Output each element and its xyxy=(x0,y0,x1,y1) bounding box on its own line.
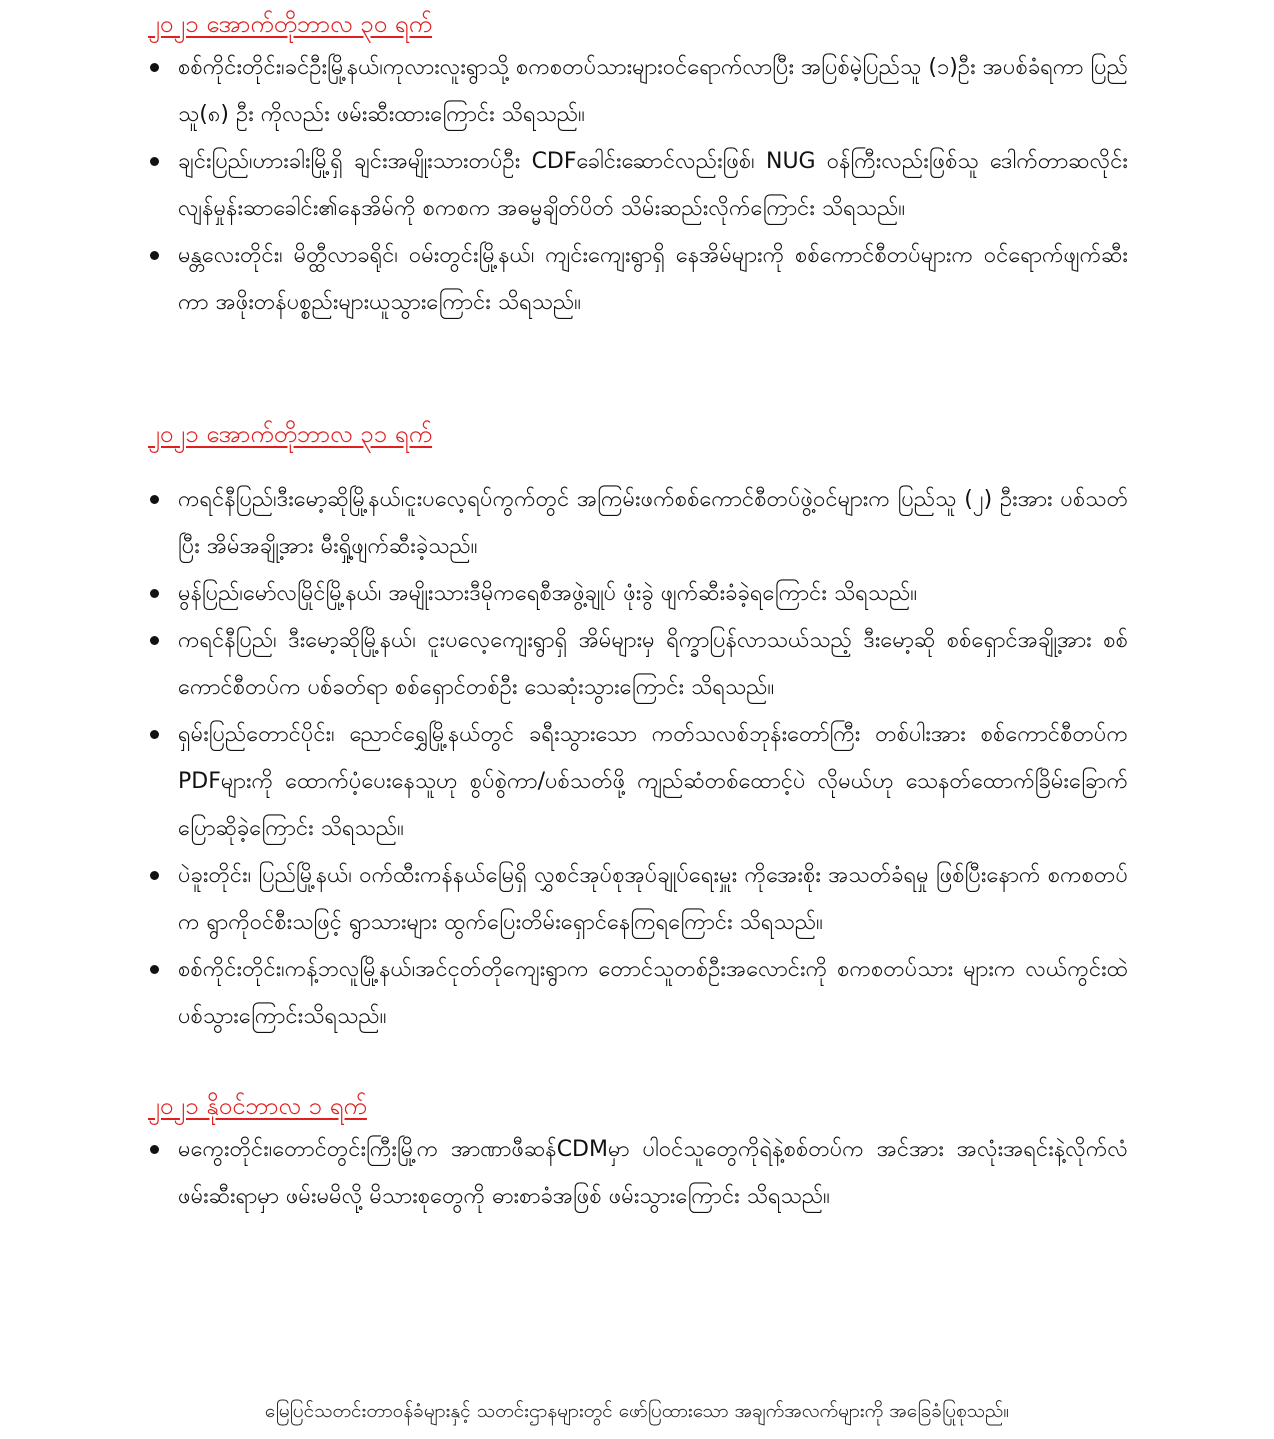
date-heading: ၂၀၂၁ အောက်တိုဘာလ ၃၀ ရက် xyxy=(148,10,433,38)
news-item xyxy=(148,852,1128,946)
bullet-icon xyxy=(150,1145,159,1154)
news-text: ကရင်နီပြည်၊ဒီးမော့ဆိုမြို့နယ်၊ငူးပလေ့ရပ်ကွက်တွင် အကြမ်းဖက်စစ်ကောင်စီတပ်ဖွဲ့ဝင်များက ပြည်သူ (၂) ဦးအား ပစ်သတ်ပြီး အိမ်အချို့အား မီးရှို့ဖျက်ဆီးခဲ့သည်။ xyxy=(178,487,1128,559)
news-item xyxy=(148,138,1128,232)
bullet-icon xyxy=(150,871,159,880)
news-item xyxy=(148,476,1128,570)
news-item xyxy=(148,1126,1128,1220)
news-section-nov-1 xyxy=(148,1086,1128,1220)
bullet-icon xyxy=(150,495,159,504)
news-list xyxy=(148,1126,1128,1220)
bullet-icon xyxy=(150,63,159,72)
news-item xyxy=(148,946,1128,1040)
news-section-oct-30 xyxy=(148,4,1128,326)
bullet-icon xyxy=(150,730,159,739)
news-text: ပဲခူးတိုင်း၊ ပြည်မြို့နယ်၊ ဝက်ထီးကန်နယ်မြေရှိ လွှစင်အုပ်စုအုပ်ချုပ်ရေးမှူး ကိုအေးစိုး အသတ်ခံရမှု ဖြစ်ပြီးနောက် စကစတပ်က ရွာကိုဝင်စီးသဖြင့် ရွာသားများ ထွက်ပြေးတိမ်းရှောင်နေကြရကြောင်း သိရသည်။ xyxy=(178,863,1128,935)
news-text: မကွေးတိုင်း၊တောင်တွင်းကြီးမြို့က အာဏာဖီဆန်CDMမှာ ပါဝင်သူတွေကိုရဲနဲ့စစ်တပ်က အင်အား အလုံးအရင်းနဲ့လိုက်လံဖမ်းဆီးရာမှာ ဖမ်းမမိလို့ မိသားစုတွေကို ဓားစာခံအဖြစ် ဖမ်းသွားကြောင်း သိရသည်။ xyxy=(178,1137,1128,1209)
bullet-icon xyxy=(150,251,159,260)
news-item xyxy=(148,232,1128,326)
news-item xyxy=(148,44,1128,138)
news-section-oct-31 xyxy=(148,414,1128,1040)
news-item xyxy=(148,617,1128,711)
news-text: ရှမ်းပြည်တောင်ပိုင်း၊ ညောင်ရွှေမြို့နယ်တွင် ခရီးသွားသော ကတ်သလစ်ဘုန်းတော်ကြီး တစ်ပါးအား စစ်ကောင်စီတပ်က PDFများကို ထောက်ပံ့ပေးနေသူဟု စွပ်စွဲကာ/ပစ်သတ်ဖို့ ကျည်ဆံတစ်ထောင့်ပဲ လိုမယ်ဟု သေနတ်ထောက်ခြိမ်းခြောက်ပြောဆိုခဲ့ကြောင်း သိရသည်။ xyxy=(178,722,1128,841)
news-list xyxy=(148,44,1128,326)
source-footnote: မြေပြင်သတင်းတာဝန်ခံများနှင့် သတင်းဌာနများတွင် ဖော်ပြထားသော အချက်အလက်များကို အခြေခံပြုစုသည်။ xyxy=(264,1400,1010,1422)
bullet-icon xyxy=(150,157,159,166)
date-heading: ၂၀၂၁ နိုဝင်ဘာလ ၁ ရက် xyxy=(148,1092,367,1120)
news-text: စစ်ကိုင်းတိုင်း၊ကန့်ဘလူမြို့နယ်၊အင်ငုတ်တိုကျေးရွာက တောင်သူတစ်ဦးအလောင်းကို စကစတပ်သား များက လယ်ကွင်းထဲ ပစ်သွားကြောင်းသိရသည်။ xyxy=(178,957,1128,1029)
news-list xyxy=(148,476,1128,1040)
news-item xyxy=(148,570,1128,617)
news-text: ကရင်နီပြည်၊ ဒီးမော့ဆိုမြို့နယ်၊ ငူးပလေ့ကျေးရွာရှိ အိမ်များမှ ရိက္ခာပြန်လာသယ်သည့် ဒီးမော့ဆို စစ်ရှောင်အချို့အား စစ်ကောင်စီတပ်က ပစ်ခတ်ရာ စစ်ရှောင်တစ်ဦး သေဆုံးသွားကြောင်း သိရသည်။ xyxy=(178,628,1128,700)
bullet-icon xyxy=(150,636,159,645)
news-item xyxy=(148,711,1128,852)
news-text: စစ်ကိုင်းတိုင်း၊ခင်ဦးမြို့နယ်၊ကုလားလူးရွာသို့ စကစတပ်သားများဝင်ရောက်လာပြီး အပြစ်မဲ့ပြည်သူ (၁)ဦး အပစ်ခံရကာ ပြည်သူ(၈) ဦး ကိုလည်း ဖမ်းဆီးထားကြောင်း သိရသည်။ xyxy=(178,55,1128,127)
news-text: ချင်းပြည်၊ဟားခါးမြို့ရှိ ချင်းအမျိုးသားတပ်ဦး CDFခေါင်းဆောင်လည်းဖြစ်၊ NUG ဝန်ကြီးလည်းဖြစ်သူ ဒေါက်တာဆလိုင်းလျန်မှုန်းဆာခေါင်း၏နေအိမ်ကို စကစက အဓမ္မချိတ်ပိတ် သိမ်းဆည်းလိုက်ကြောင်း သိရသည်။ xyxy=(178,149,1128,221)
date-heading: ၂၀၂၁ အောက်တိုဘာလ ၃၁ ရက် xyxy=(148,420,433,448)
bullet-icon xyxy=(150,965,159,974)
bullet-icon xyxy=(150,589,159,598)
news-text: မန္တလေးတိုင်း၊ မိတ္ထီလာခရိုင်၊ ဝမ်းတွင်းမြို့နယ်၊ ကျင်းကျေးရွာရှိ နေအိမ်များကို စစ်ကောင်စီတပ်များက ဝင်ရောက်ဖျက်ဆီးကာ အဖိုးတန်ပစ္စည်းများယူသွားကြောင်း သိရသည်။ xyxy=(178,243,1128,315)
news-text: မွန်ပြည်၊မော်လမြိုင်မြို့နယ်၊ အမျိုးသားဒီမိုကရေစီအဖွဲ့ချုပ် ဖုံးခွဲ ဖျက်ဆီးခံခဲ့ရကြောင်း သိရသည်။ xyxy=(178,581,918,606)
